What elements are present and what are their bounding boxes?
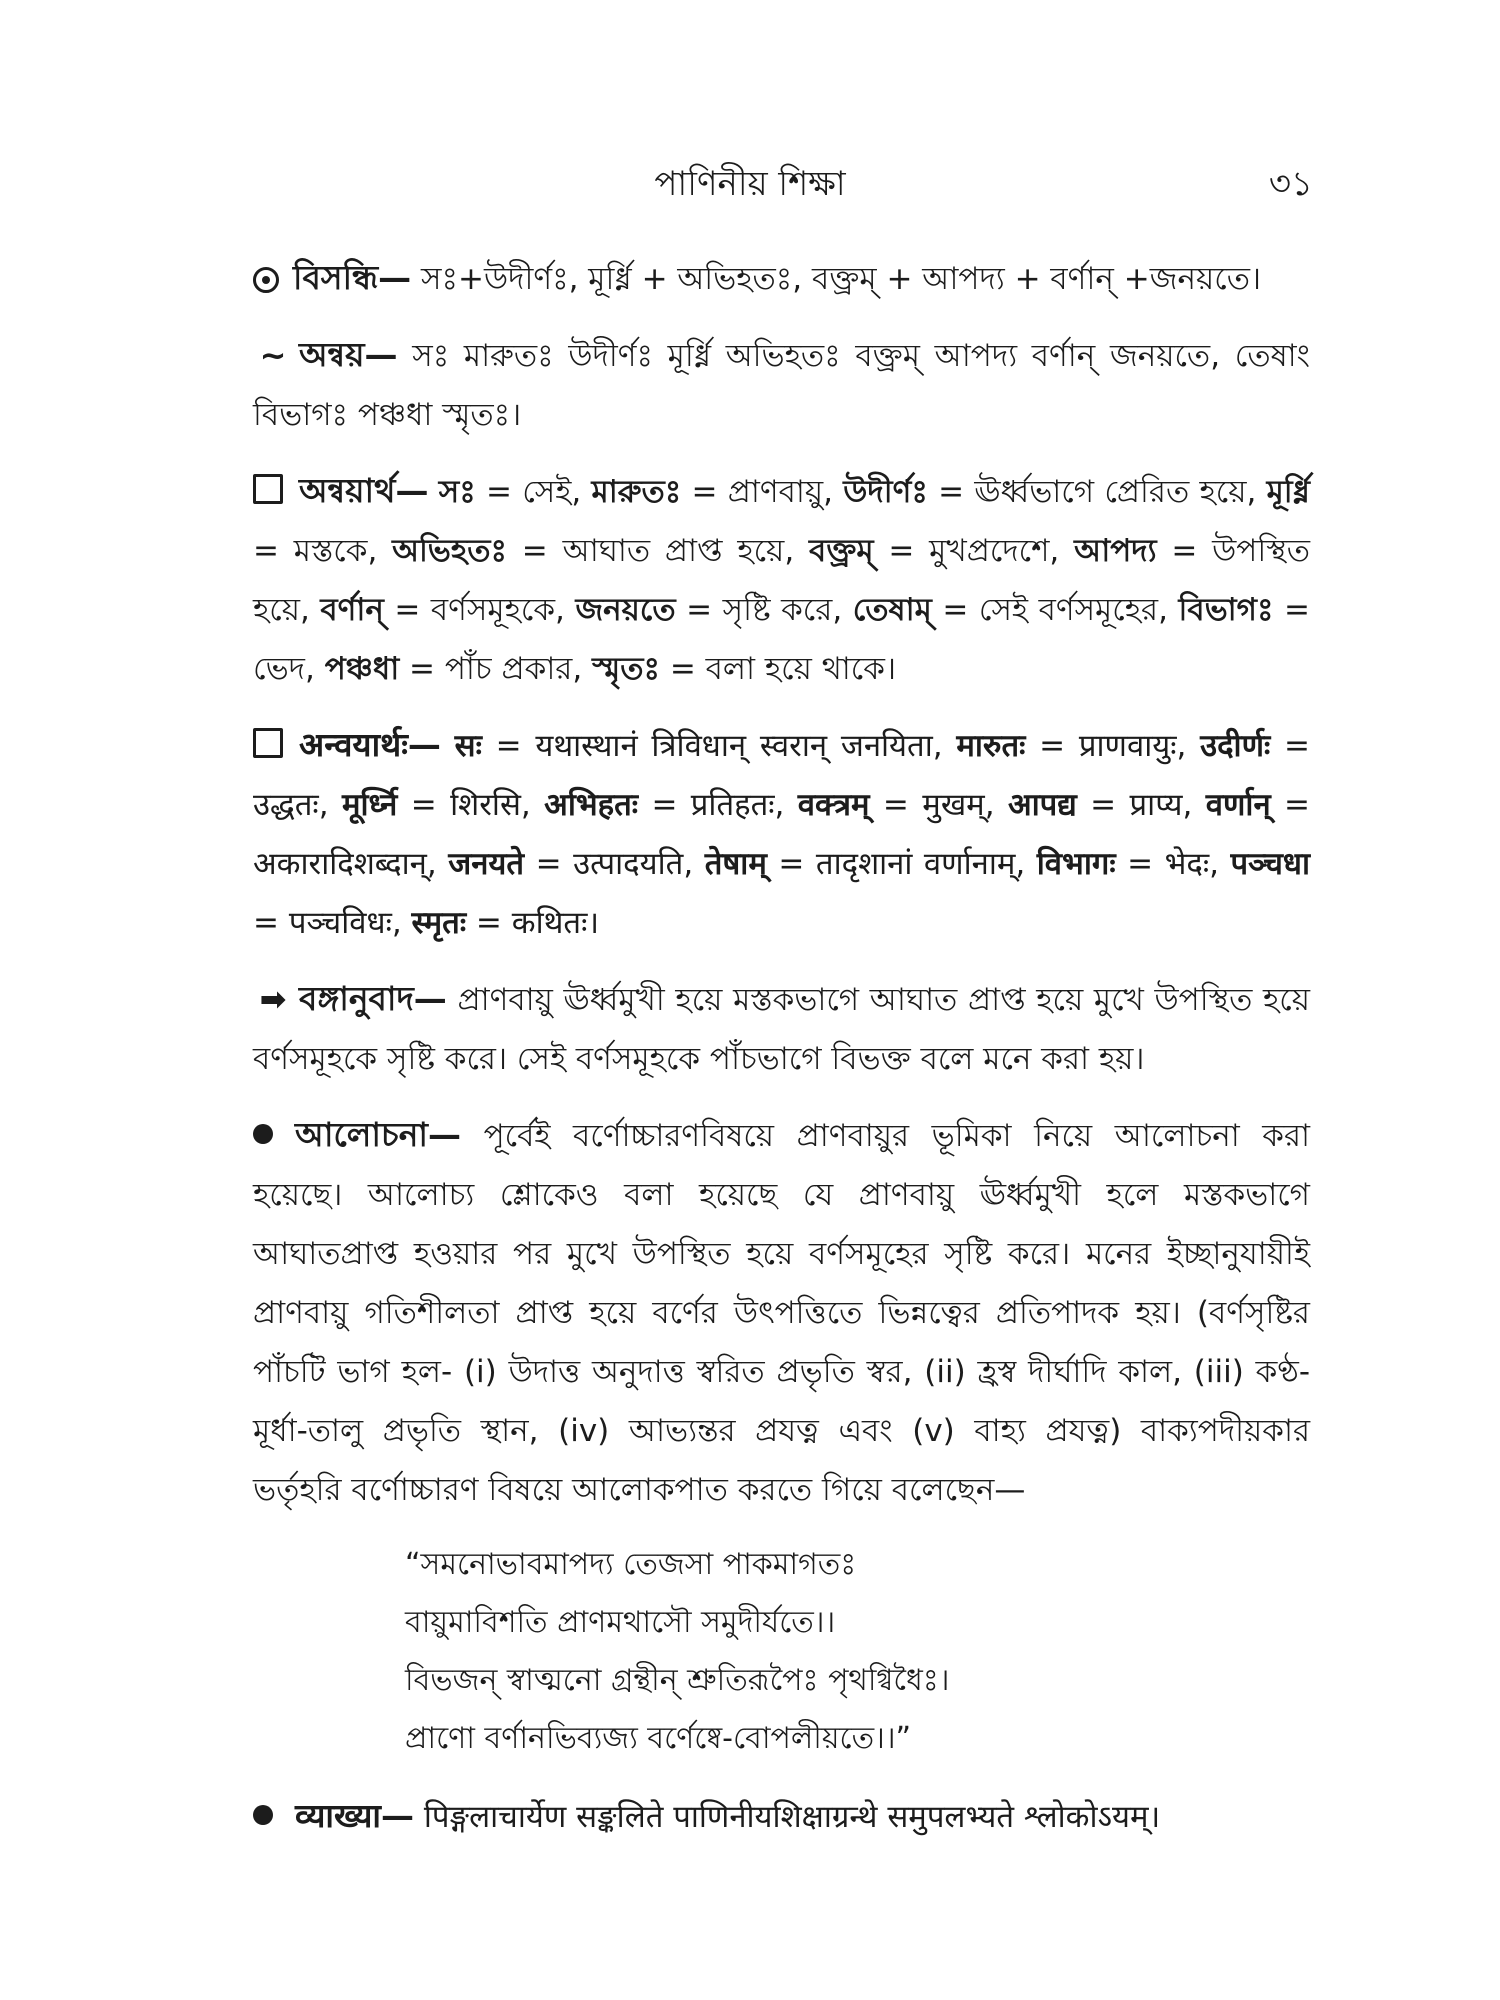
sandhi-paragraph bbox=[205, 248, 1310, 309]
gloss-pair: अभिहतः = प्रतिहतः, bbox=[544, 787, 785, 823]
gloss-pair: বক্ত্রম্ = মুখপ্রদেশে, bbox=[808, 533, 1060, 569]
gloss-pair: স্মৃতঃ = বলা হয়ে থাকে। bbox=[592, 651, 897, 687]
page-number: ৩১ bbox=[1268, 164, 1313, 204]
gloss-pair: मारुतः = प्राणवायुः, bbox=[956, 728, 1187, 764]
anvay-text: সঃ মারুতঃ উদীর্ণঃ মূর্ধ্নি অভিহতঃ বক্ত্রম্ আপদ্য বর্ণান্ জনয়তে, তেষাং বিভাগঃ পঞ্চধা স্মৃতঃ। bbox=[253, 338, 1311, 433]
right-arrow-icon: ➡ bbox=[259, 980, 287, 1018]
gloss-pair: আপদ্য = উপস্থিত হয়ে, bbox=[253, 533, 1310, 628]
swash-ornament-icon: ~ bbox=[259, 336, 287, 374]
gloss-pair: वर्णान् = अकारादिशब्दान्, bbox=[253, 787, 1311, 882]
page-body bbox=[205, 248, 1310, 1863]
verse-line: বায়ুমাবিশতি প্রাণমথাসৌ সমুদীর্যতে।। bbox=[405, 1605, 836, 1640]
discussion-label: আলোচনা— bbox=[295, 1115, 461, 1154]
gloss-pair: जनयते = उत्पादयति, bbox=[448, 846, 694, 882]
discussion-paragraph bbox=[205, 1105, 1310, 1520]
translation-paragraph bbox=[205, 969, 1310, 1089]
sandhi-label: বিসন্ধি— bbox=[293, 258, 412, 297]
bullet-icon bbox=[253, 1805, 273, 1825]
discussion-text: পূর্বেই বর্ণোচ্চারণবিষয়ে প্রাণবায়ুর ভূমিকা নিয়ে আলোচনা করা হয়েছে। আলোচ্য শ্লোকেও বলা হয়েছে যে প্রাণবায়ু ঊর্ধ্বমুখী হলে মস্তকভাগে আঘাতপ্রাপ্ত হওয়ার পর মুখে উপস্থিত হয়ে বর্ণসমূহের সৃষ্টি করে। মনের ইচ্ছানুযায়ীই প্রাণবায়ু গতিশীলতা প্রাপ্ত হয়ে বর্ণের উৎপত্তিতে ভিন্নত্বের প্রতিপাদক হয়। (বর্ণসৃষ্টির পাঁচটি ভাগ হল- (i) উদাত্ত অনুদাত্ত স্বরিত প্রভৃতি স্বর, (ii) হ্রস্ব দীর্ঘাদি কাল, (iii) কণ্ঠ-মূর্ধা-তালু প্রভৃতি স্থান, (iv) আভ্যন্তর প্রযত্ন এবং (v) বাহ্য প্রযত্ন) বাক্যপদীয়কার ভর্তৃহরি বর্ণোচ্চারণ বিষয়ে আলোকপাত করতে গিয়ে বলেছেন— bbox=[253, 1118, 1310, 1508]
gloss-pair: मूर्ध्नि = शिरसि, bbox=[341, 787, 531, 823]
gloss-pair: অভিহতঃ = আঘাত প্রাপ্ত হয়ে, bbox=[392, 533, 795, 569]
bullet-icon bbox=[253, 1124, 273, 1144]
translation-text: প্রাণবায়ু ঊর্ধ্বমুখী হয়ে মস্তকভাগে আঘাত প্রাপ্ত হয়ে মুখে উপস্থিত হয়ে বর্ণসমূহকে সৃষ্টি করে। সেই বর্ণসমূহকে পাঁচভাগে বিভক্ত বলে মনে করা হয়। bbox=[253, 982, 1311, 1077]
running-title: পাণিনীয় শিক্ষা bbox=[654, 164, 846, 204]
checkbox-icon bbox=[253, 474, 283, 504]
gloss-pair: वक्त्रम् = मुखम्, bbox=[797, 787, 995, 823]
gloss-pair: आपद्य = प्राप्य, bbox=[1007, 787, 1193, 823]
explanation-paragraph bbox=[205, 1786, 1310, 1847]
anvay-label: অন্বয়— bbox=[299, 335, 398, 374]
gloss-pair: বর্ণান্ = বর্ণসমূহকে, bbox=[320, 592, 565, 628]
anvay-paragraph bbox=[205, 325, 1310, 445]
gloss-pair: स्मृतः = कथितः। bbox=[411, 905, 600, 941]
circled-dot-icon bbox=[253, 267, 279, 293]
anvayartha-sanskrit-paragraph bbox=[205, 715, 1310, 953]
gloss-pair: উদীর্ণঃ = ঊর্ধ্বভাগে প্রেরিত হয়ে, bbox=[843, 474, 1257, 510]
translation-label: বঙ্গানুবাদ— bbox=[299, 979, 447, 1018]
gloss-pair: সঃ = সেই, bbox=[438, 474, 582, 510]
anvayartha-bengali-label: অন্বয়ার্থ— bbox=[299, 471, 429, 510]
gloss-pair: পঞ্চধা = পাঁচ প্রকার, bbox=[324, 651, 583, 687]
verse-line: বিভজন্ স্বাত্মনো গ্রন্থীন্ শ্রুতিরূপৈঃ পৃথগ্বিধৈঃ। bbox=[405, 1663, 950, 1698]
checkbox-icon bbox=[253, 728, 283, 758]
anvayartha-bengali-paragraph bbox=[205, 461, 1310, 699]
gloss-pair: पञ्चधा = पञ्चविधः, bbox=[253, 846, 1311, 941]
verse-line: “সমনোভাবমাপদ্য তেজসা পাকমাগতঃ bbox=[405, 1547, 857, 1582]
verse-line: প্রাণো বর্ণানভিব্যজ্য বর্ণেষ্বে-বোপলীয়তে।।” bbox=[405, 1721, 912, 1756]
gloss-pair: মারুতঃ = প্রাণবায়ু, bbox=[591, 474, 834, 510]
quoted-verse bbox=[205, 1536, 1310, 1768]
gloss-pair: विभागः = भेदः, bbox=[1036, 846, 1220, 882]
page-header bbox=[0, 158, 1500, 208]
sandhi-text: সঃ+উদীর্ণঃ, মূর্ধ্নি + অভিহতঃ, বক্ত্রম্ + আপদ্য + বর্ণান্ +জনয়তে। bbox=[421, 261, 1262, 297]
explanation-text: पिङ्गलाचार्येण सङ्कलिते पाणिनीयशिक्षाग्रन्थे समुपलभ्यते श्लोकोऽयम्। bbox=[423, 1799, 1161, 1835]
gloss-pair: জনয়তে = সৃষ্টি করে, bbox=[575, 592, 843, 628]
gloss-pair: सः = यथास्थानं त्रिविधान् स्वरान् जनयिता, bbox=[454, 728, 943, 764]
gloss-pair: মূর্ধ্নি = মস্তকে, bbox=[253, 474, 1310, 569]
explanation-label: व्याख्या— bbox=[295, 1796, 414, 1835]
gloss-pair: তেষাম্ = সেই বর্ণসমূহের, bbox=[852, 592, 1168, 628]
gloss-pair: तेषाम् = तादृशानां वर्णानाम्, bbox=[704, 846, 1026, 882]
anvayartha-sanskrit-label: अन्वयार्थः— bbox=[299, 725, 441, 764]
gloss-pair: বিভাগঃ = ভেদ, bbox=[253, 592, 1311, 687]
gloss-pair: उदीर्णः = उद्धतः, bbox=[253, 728, 1310, 823]
